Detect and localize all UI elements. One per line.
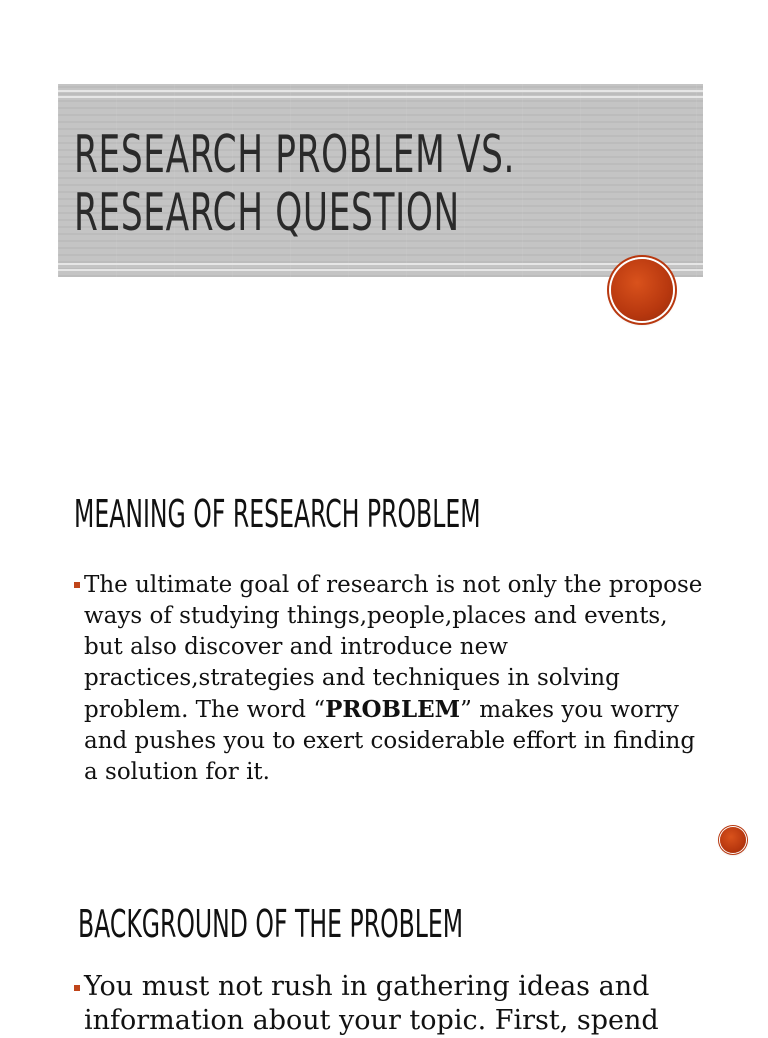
bullet-text-part: ” makes you worry and pushes you to exert cosiderable effort in finding a solution for it.	[84, 697, 696, 785]
bullet-item	[74, 970, 714, 1038]
band-line	[58, 269, 703, 271]
band-line	[58, 96, 703, 98]
slide-title-line-1: RESEARCH PROBLEM VS.	[74, 125, 516, 185]
band-line	[58, 90, 703, 92]
section-heading-background: BACKGROUND OF THE PROBLEM	[78, 902, 464, 946]
bullet-text-part: The ultimate goal of research is not only the propose ways of studying things,people,places and events, but also discover and introduce new practices,strategies and techniques in solving problem. The word “	[84, 572, 703, 723]
bullet-item	[74, 570, 704, 788]
decorative-circle-icon	[720, 827, 746, 853]
square-bullet-icon	[74, 985, 80, 991]
slide-title-line-2: RESEARCH QUESTION	[74, 183, 460, 243]
decorative-circle-icon	[611, 259, 673, 321]
band-line	[58, 263, 703, 265]
bullet-bold-word: PROBLEM	[325, 696, 461, 723]
section-heading-meaning: MEANING OF RESEARCH PROBLEM	[74, 492, 481, 536]
bullet-list-meaning	[74, 570, 704, 788]
slide-title	[74, 126, 515, 242]
title-band	[58, 84, 703, 277]
square-bullet-icon	[74, 582, 80, 588]
bullet-list-background	[74, 970, 714, 1038]
bullet-text: You must not rush in gathering ideas and information about your topic. First, spend	[84, 971, 659, 1036]
